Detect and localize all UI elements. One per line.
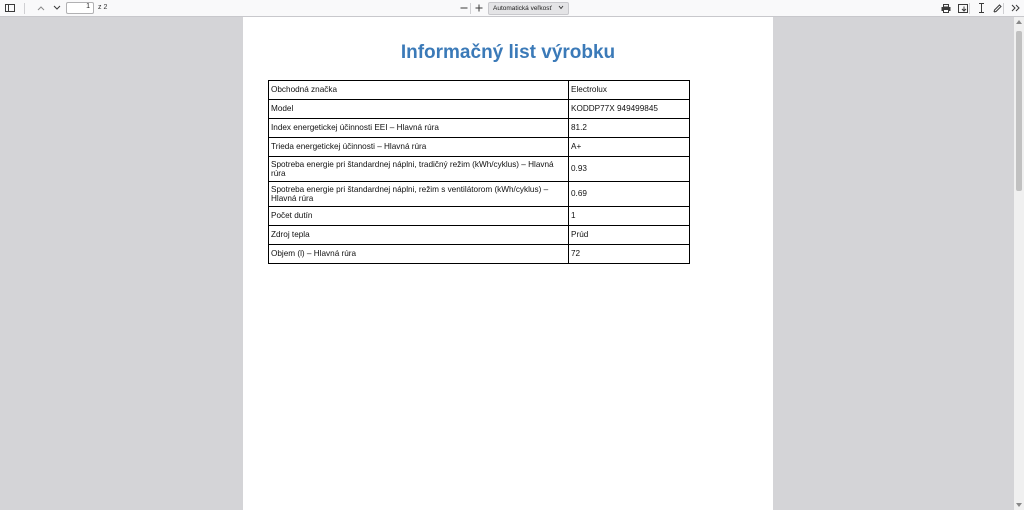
product-info-table bbox=[268, 80, 690, 264]
table-cell-label: Index energetickej účinnosti EEI – Hlavná rúra bbox=[269, 119, 569, 138]
table-cell-value: 0.93 bbox=[569, 157, 690, 182]
toolbar-divider bbox=[969, 3, 970, 14]
scroll-down-arrow-icon[interactable] bbox=[1016, 503, 1022, 507]
text-cursor-icon[interactable] bbox=[974, 1, 988, 15]
table-cell-label: Spotreba energie pri štandardnej náplni, režim s ventilátorom (kWh/cyklus) – Hlavná rúra bbox=[269, 182, 569, 207]
zoom-out-icon[interactable] bbox=[457, 1, 471, 15]
table-row bbox=[269, 138, 690, 157]
sidebar-toggle-icon[interactable] bbox=[3, 1, 17, 15]
table-row bbox=[269, 226, 690, 245]
vertical-scrollbar[interactable] bbox=[1014, 17, 1024, 510]
table-cell-label: Obchodná značka bbox=[269, 81, 569, 100]
table-cell-value: Electrolux bbox=[569, 81, 690, 100]
pdf-page bbox=[243, 17, 773, 510]
table-row bbox=[269, 245, 690, 264]
print-icon[interactable] bbox=[939, 1, 953, 15]
zoom-select[interactable] bbox=[488, 2, 569, 15]
table-cell-label: Model bbox=[269, 100, 569, 119]
table-cell-value: 72 bbox=[569, 245, 690, 264]
table-cell-value: A+ bbox=[569, 138, 690, 157]
pen-icon[interactable] bbox=[990, 1, 1004, 15]
table-cell-value: 0.69 bbox=[569, 182, 690, 207]
page-number-input[interactable]: 1 bbox=[66, 2, 94, 14]
table-row bbox=[269, 207, 690, 226]
scroll-up-arrow-icon[interactable] bbox=[1016, 20, 1022, 24]
arrow-up-icon[interactable] bbox=[34, 1, 48, 15]
toolbar-divider bbox=[24, 3, 25, 14]
table-cell-label: Spotreba energie pri štandardnej náplni, tradičný režim (kWh/cyklus) – Hlavná rúra bbox=[269, 157, 569, 182]
table-row bbox=[269, 81, 690, 100]
double-chevron-right-icon[interactable] bbox=[1008, 1, 1022, 15]
table-cell-value: KODDP77X 949499845 bbox=[569, 100, 690, 119]
scrollbar-thumb[interactable] bbox=[1016, 31, 1022, 191]
table-row bbox=[269, 119, 690, 138]
zoom-in-icon[interactable] bbox=[472, 1, 486, 15]
page-count-label: z 2 bbox=[98, 4, 108, 11]
table-cell-value: 81.2 bbox=[569, 119, 690, 138]
save-icon[interactable] bbox=[956, 1, 970, 15]
arrow-down-icon[interactable] bbox=[50, 1, 64, 15]
table-cell-value: 1 bbox=[569, 207, 690, 226]
chevron-down-icon bbox=[558, 5, 564, 12]
pdf-toolbar bbox=[0, 0, 1024, 17]
table-cell-label: Objem (l) – Hlavná rúra bbox=[269, 245, 569, 264]
document-title: Informačný list výrobku bbox=[400, 42, 616, 63]
table-cell-value: Prúd bbox=[569, 226, 690, 245]
table-row bbox=[269, 157, 690, 182]
table-cell-label: Zdroj tepla bbox=[269, 226, 569, 245]
table-cell-label: Počet dutín bbox=[269, 207, 569, 226]
toolbar-divider bbox=[470, 3, 471, 14]
table-row bbox=[269, 100, 690, 119]
table-cell-label: Trieda energetickej účinnosti – Hlavná rúra bbox=[269, 138, 569, 157]
toolbar-divider bbox=[1003, 3, 1004, 14]
table-row bbox=[269, 182, 690, 207]
document-viewer[interactable] bbox=[0, 17, 1014, 510]
zoom-select-label: Automatická veľkosť bbox=[493, 5, 552, 12]
